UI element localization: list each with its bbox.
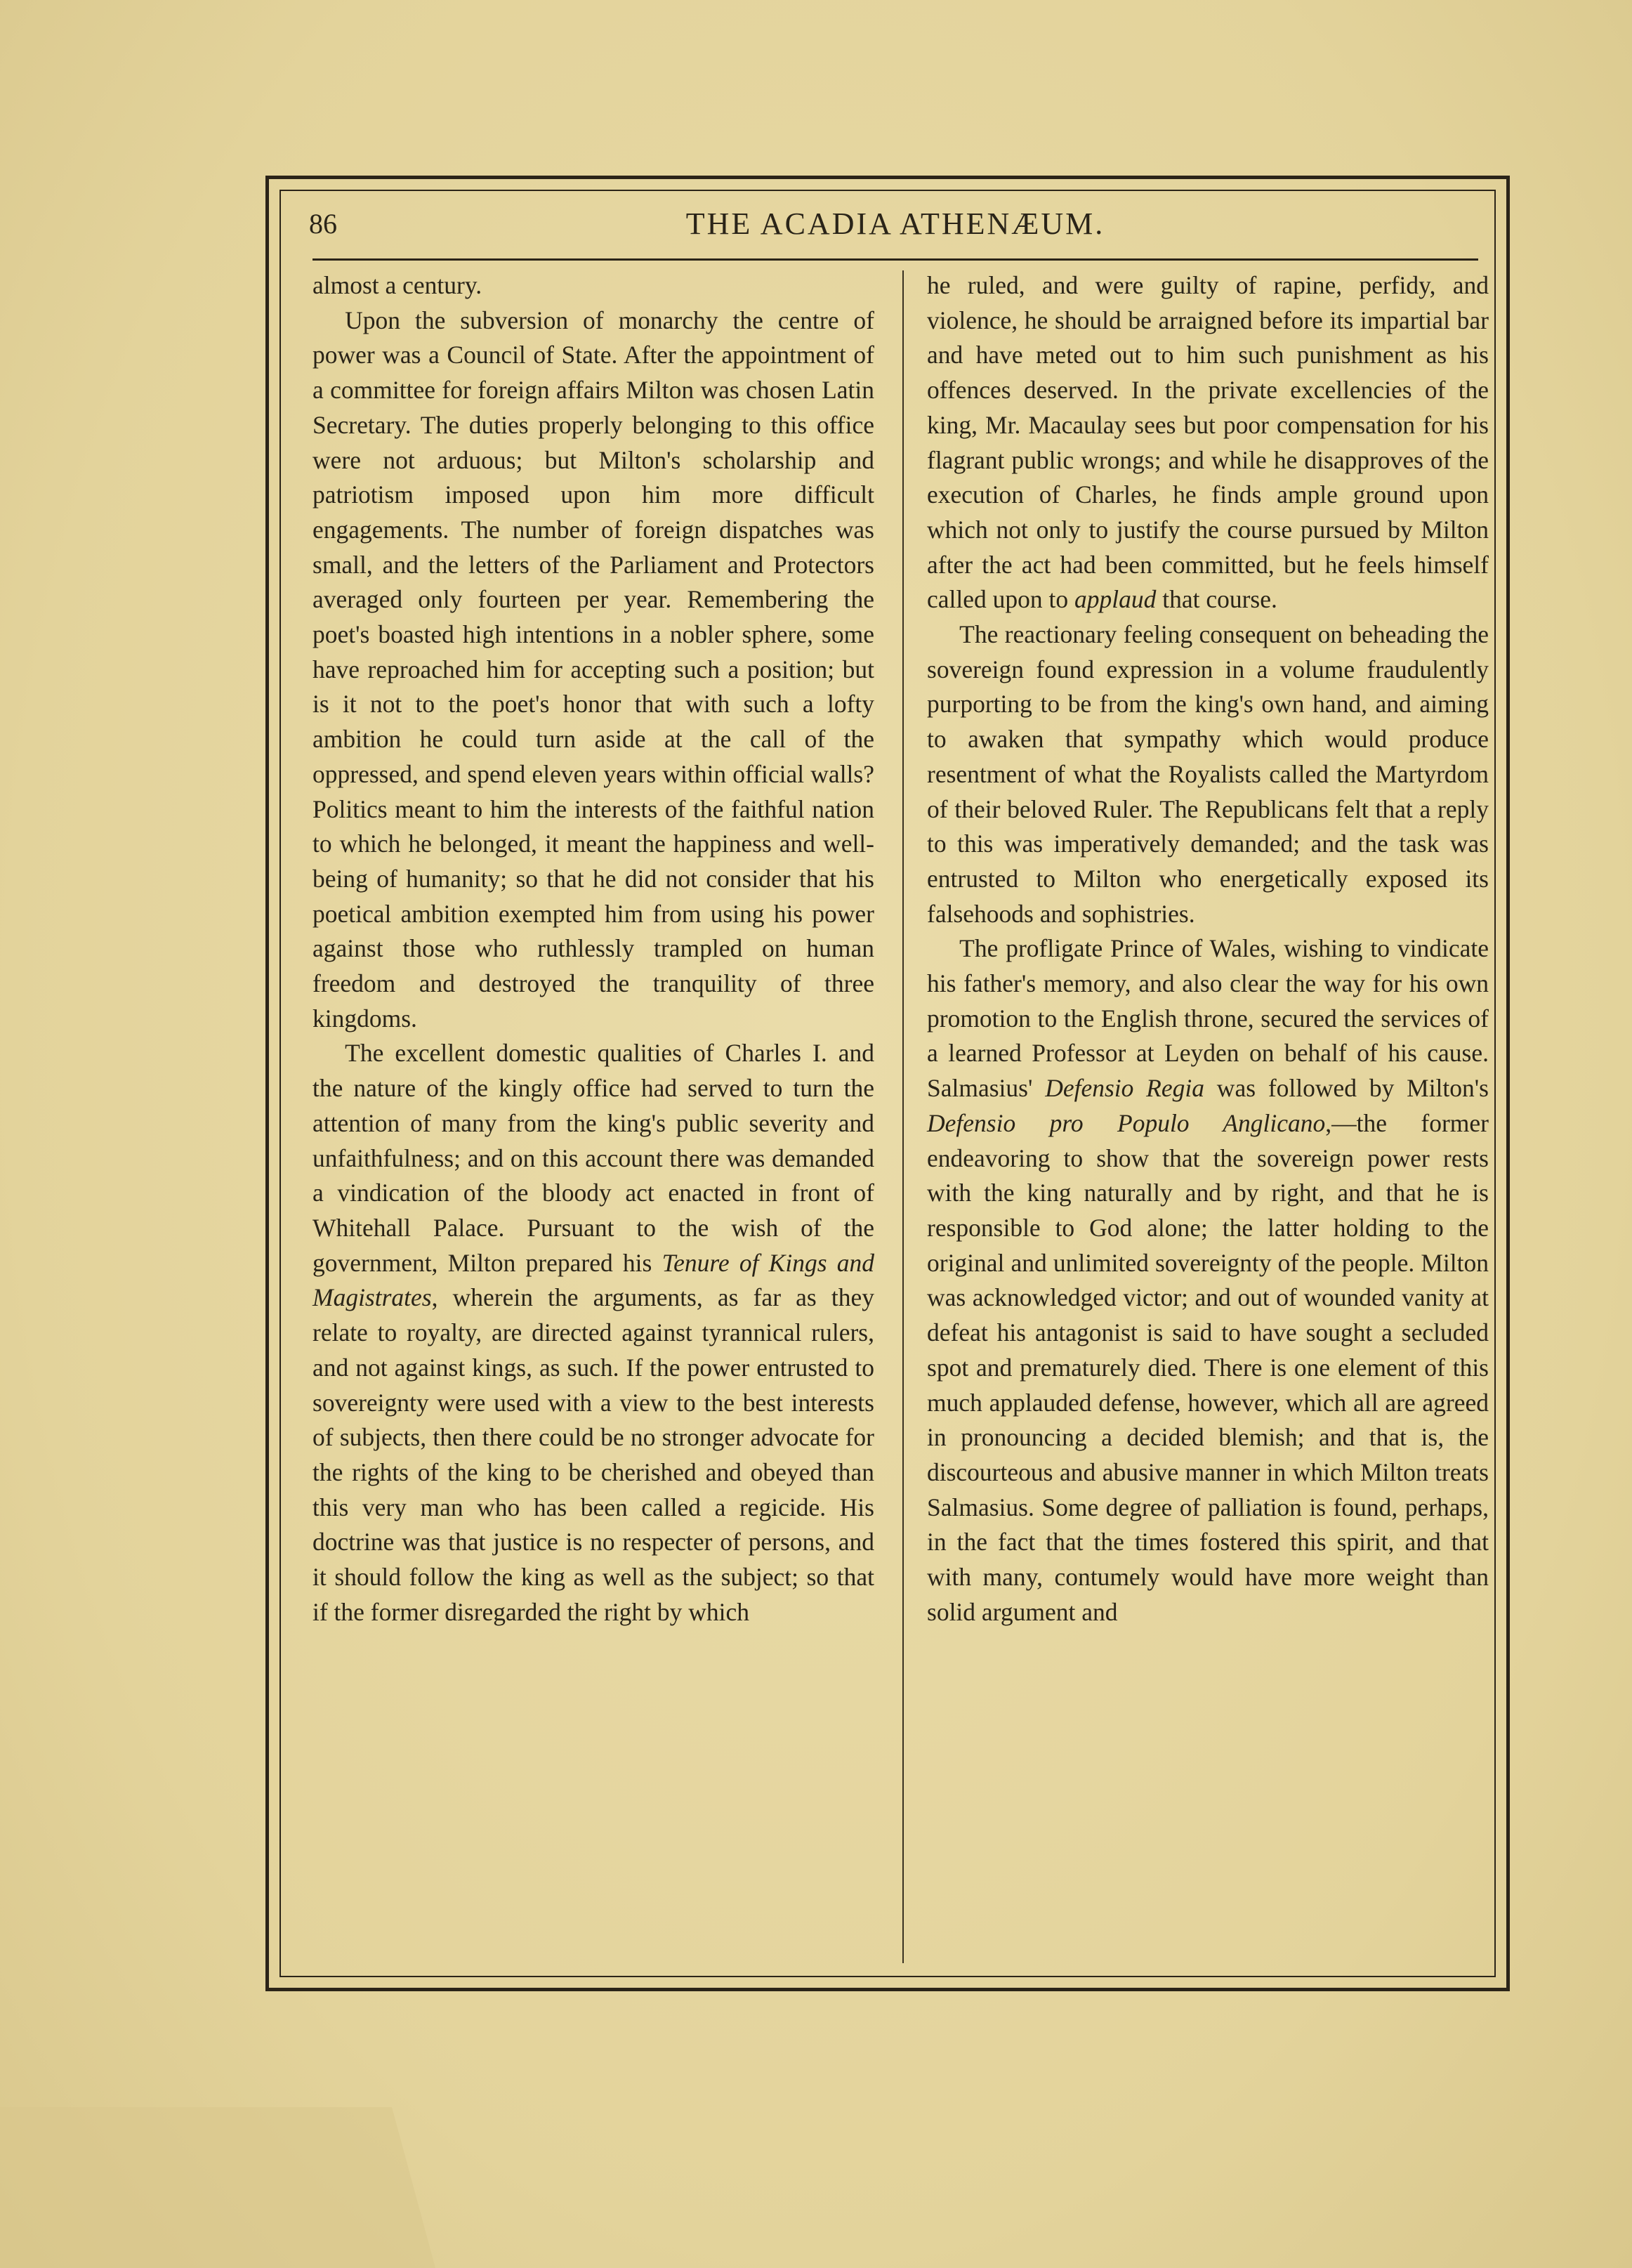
page-header	[302, 200, 1489, 263]
paragraph	[927, 268, 1489, 617]
column-divider	[902, 270, 904, 1963]
text-run: , wherein the arguments, as far as they relate to royalty, are directed against tyrannical rulers, and not against kings, as such. If the power entrusted to sovereignty were used with a view to the best interests of subjects, then there could be no stronger advocate for the rights of the king to be cherished and obeyed than this very man who has been called a regicide. His doctrine was that justice is no respecter of persons, and it should follow the king as well as the subject; so that if the former disregarded the right by which	[312, 1283, 874, 1626]
text-run: The profligate Prince of Wales, wishing to vindicate his father's memory, and also clear the way for his own promotion to the English throne, secured the services of a learned Professor at Leyden on behalf of his cause. Salmasius'	[927, 934, 1489, 1103]
header-rule	[312, 258, 1478, 261]
torn-corner	[0, 2107, 435, 2268]
text-run: was followed by Milton's	[1204, 1074, 1489, 1103]
paragraph	[312, 1036, 874, 1630]
right-column	[927, 268, 1489, 1630]
left-column	[312, 268, 874, 1630]
running-title: THE ACADIA ATHENÆUM.	[685, 207, 1105, 241]
italic-title: Defensio Regia	[1045, 1074, 1204, 1103]
page-number: 86	[309, 208, 337, 240]
text-run: he ruled, and were guilty of rapine, perfidy, and violence, he should be arraigned before its impartial bar and have meted out to him such punishment as his offences deserved. In the private excellencies of the king, Mr. Macaulay sees but poor compensation for his flagrant public wrongs; and while he disapproves of the execution of Charles, he finds ample ground upon which not only to justify the course pursued by Milton after the act had been committed, but he feels himself called upon to	[927, 271, 1489, 614]
text-run: The excellent domestic qualities of Charles I. and the nature of the kingly office had served to turn the attention of many from the king's public severity and unfaithfulness; and on this account there was demanded a vindication of the bloody act enacted in front of Whitehall Palace. Pursuant to the wish of the government, Milton prepared his	[312, 1039, 874, 1277]
italic-word: applaud	[1074, 585, 1157, 614]
text-run: that course.	[1156, 585, 1277, 614]
paragraph: The reactionary feeling consequent on beheading the sovereign found expression in a volume fraudulently purporting to be from the king's own hand, and aiming to awaken that sympathy which would produce resentment of what the Royalists called the Martyrdom of their beloved Ruler. The Republicans felt that a reply to this was imperatively demanded; and the task was entrusted to Milton who energetically exposed its falsehoods and sophistries.	[927, 620, 1489, 928]
paragraph: almost a century.	[312, 271, 482, 299]
paragraph: Upon the subversion of monarchy the centre of power was a Council of State. After the appointment of a committee for foreign affairs Milton was chosen Latin Secretary. The duties properly belonging to this office were not arduous; but Milton's scholarship and patriotism imposed upon him more difficult engagements. The number of foreign dispatches was small, and the letters of the Parliament and Protectors averaged only fourteen per year. Remembering the poet's boasted high intentions in a nobler sphere, some have reproached him for accepting such a position; but is it not to the poet's honor that with such a lofty ambition he could turn aside at the call of the oppressed, and spend eleven years within official walls? Politics meant to him the interests of the faithful nation to which he belonged, it meant the happiness and well-being of humanity; so that he did not consider that his poetical ambition exempted him from using his power against those who ruthlessly trampled on human freedom and destroyed the tranquility of three kingdoms.	[312, 306, 874, 1033]
text-run: ,—the former endeavoring to show that the sovereign power rests with the king naturally and by right, and that he is responsible to God alone; the latter holding to the original and unlimited sovereignty of the people. Milton was acknowledged victor; and out of wounded vanity at defeat his antagonist is said to have sought a secluded spot and prematurely died. There is one element of this much applauded defense, however, which all are agreed in pronouncing a decided blemish; and that is, the discourteous and abusive manner in which Milton treats Salmasius. Some degree of palliation is found, perhaps, in the fact that the times fostered this spirit, and that with many, contumely would have more weight than solid argument and	[927, 1108, 1489, 1626]
italic-title: Tenure of Kings and Magistrates	[312, 1248, 874, 1312]
paragraph	[927, 931, 1489, 1630]
italic-title: Defensio pro Populo Anglicano	[927, 1108, 1326, 1137]
